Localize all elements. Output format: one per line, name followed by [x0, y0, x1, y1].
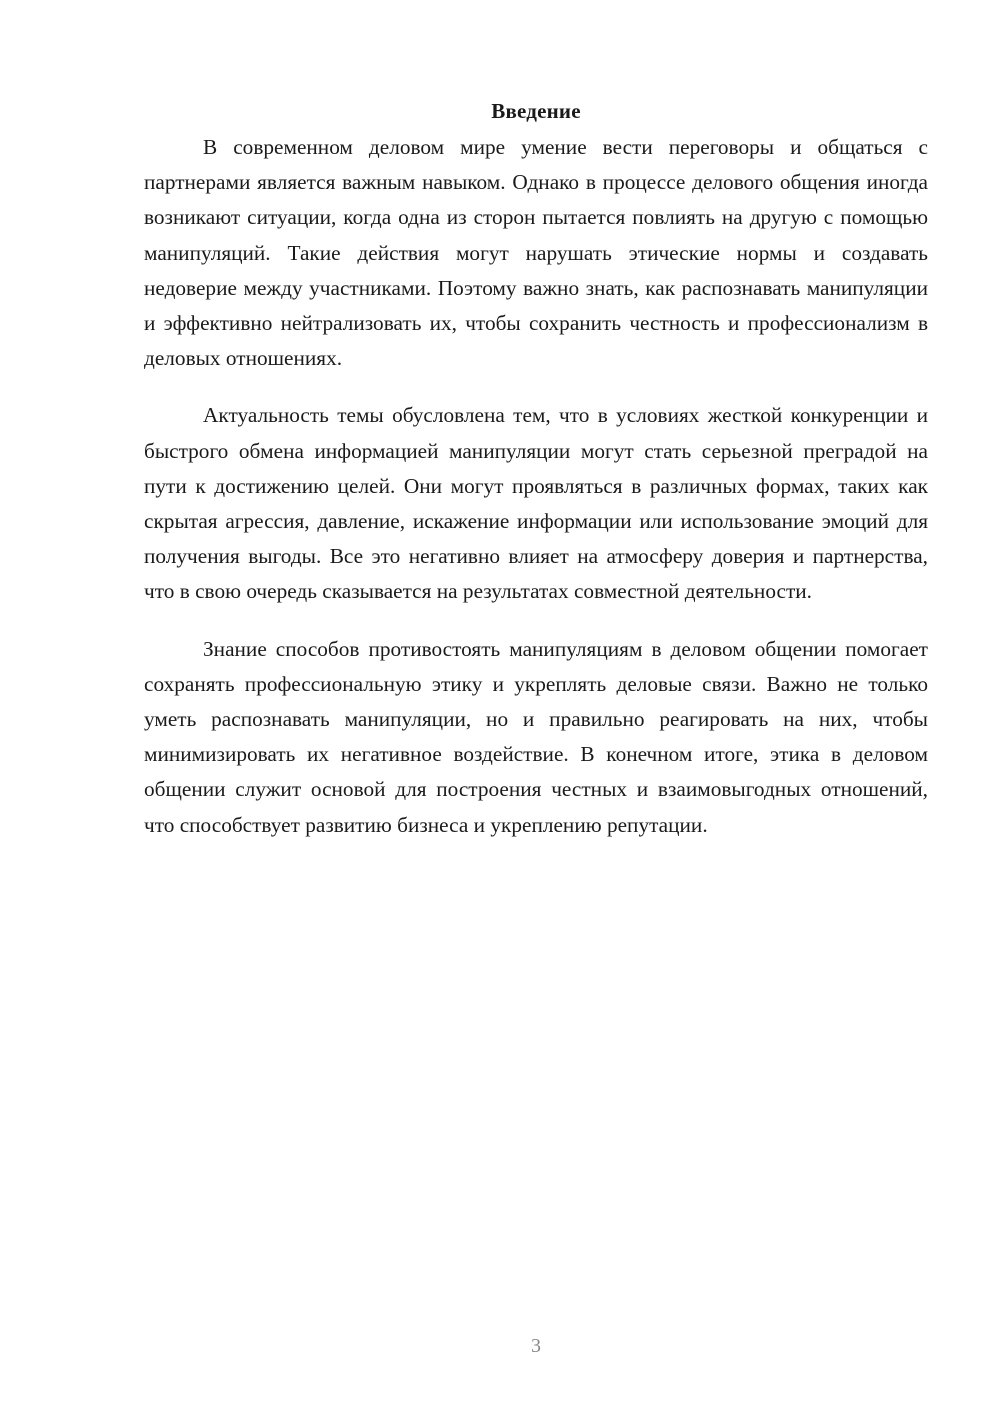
section-title: Введение	[491, 99, 581, 123]
paragraph-relevance: Актуальность темы обусловлена тем, что в условиях жесткой конкуренции и быстрого обмена информацией манипуляции могут стать серьезной преградой на пути к достижению целей. Они могут проявляться в различных формах, таких как скрытая агрессия, давление, искажение информации или использование эмоций для получения выгоды. Все это негативно влияет на атмосферу доверия и партнерства, что в свою очередь сказывается на результатах совместной деятельности.	[144, 403, 928, 604]
page-number: 3	[531, 1335, 541, 1357]
paragraph-conclusion: Знание способов противостоять манипуляциям в деловом общении помогает сохранять профессиональную этику и укреплять деловые связи. Важно не только уметь распознавать манипуляции, но и правильно реагировать на них, чтобы минимизировать их негативное воздействие. В конечном итоге, этика в деловом общении служит основой для построения честных и взаимовыгодных отношений, что способствует развитию бизнеса и укреплению репутации.	[144, 636, 928, 837]
paragraph-intro: В современном деловом мире умение вести переговоры и общаться с партнерами является важным навыком. Однако в процессе делового общения иногда возникают ситуации, когда одна из сторон пытается повлиять на другую с помощью манипуляций. Такие действия могут нарушать этические нормы и создавать недоверие между участниками. Поэтому важно знать, как распознавать манипуляции и эффективно нейтрализовать их, чтобы сохранить честность и профессионализм в деловых отношениях.	[144, 135, 928, 371]
page-content	[144, 96, 928, 865]
